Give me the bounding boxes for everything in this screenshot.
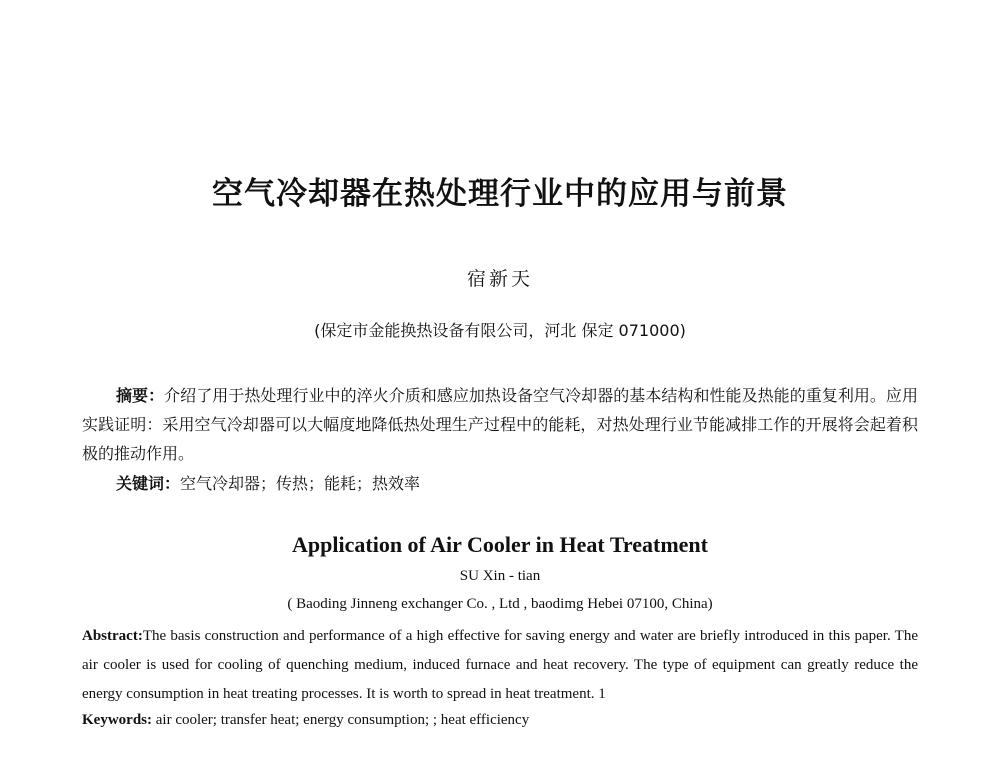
chinese-title: 空气冷却器在热处理行业中的应用与前景 — [212, 176, 788, 212]
chinese-affiliation: (保定市金能换热设备有限公司，河北 保定 071000) — [314, 321, 686, 340]
chinese-keywords-text: 空气冷却器；传热；能耗；热效率 — [180, 474, 421, 493]
chinese-abstract-label: 摘要： — [116, 386, 165, 405]
chinese-abstract — [82, 381, 918, 468]
english-title: Application of Air Cooler in Heat Treatment — [292, 532, 708, 557]
chinese-abstract-text: 介绍了用于热处理行业中的淬火介质和感应加热设备空气冷却器的基本结构和性能及热能的重复利用。应用实践证明：采用空气冷却器可以大幅度地降低热处理生产过程中的能耗，对热处理行业节能减排工作的开展将会起着积极的推动作用。 — [82, 386, 918, 463]
chinese-keywords — [116, 471, 420, 494]
english-keywords — [82, 712, 529, 729]
english-affiliation: ( Baoding Jinneng exchanger Co. , Ltd , baodimg Hebei 07100, China) — [287, 596, 713, 612]
english-abstract — [82, 622, 918, 709]
english-abstract-text: The basis construction and performance of a high effective for saving energy and water are briefly introduced in this paper. The air cooler is used for cooling of quenching medium, induced furnace and heat recovery. The type of equipment can greatly reduce the energy consumption in heat treating processes. It is worth to spread in heat treatment. 1 — [82, 628, 918, 702]
chinese-author: 宿新天 — [466, 268, 533, 290]
chinese-keywords-label: 关键词： — [116, 474, 181, 493]
english-keywords-text: air cooler; transfer heat; energy consumption; ; heat efficiency — [155, 712, 530, 728]
english-abstract-label: Abstract: — [82, 628, 143, 644]
english-author: SU Xin - tian — [459, 568, 541, 584]
english-keywords-label: Keywords: — [82, 712, 152, 728]
